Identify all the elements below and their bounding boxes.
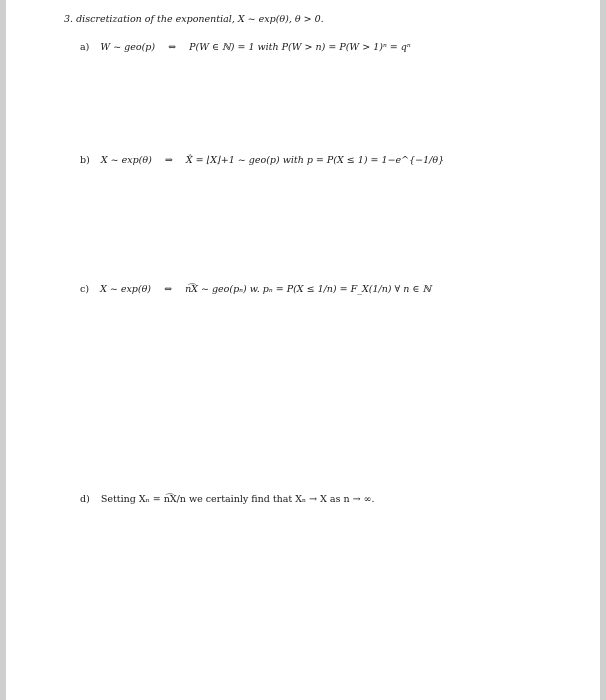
implication-arrow-icon: ⇒ <box>164 155 173 166</box>
equivalence-arrow-icon: ⇔ <box>164 284 173 295</box>
item-left-expression: W ~ geo(p) <box>100 42 156 53</box>
problem-title: 3. discretization of the exponential, X ~ exp(θ), θ > 0. <box>64 14 324 25</box>
item-label: a) <box>80 42 90 53</box>
document-page <box>6 0 600 700</box>
item-a <box>80 42 421 53</box>
equivalence-arrow-icon: ⇔ <box>168 42 177 53</box>
item-right-expression: n͡X ~ geo(pₙ) w. pₙ = P(X ≤ 1/n) = F_X(1/n) ∀ n ∈ ℕ <box>185 284 432 295</box>
item-d <box>80 494 385 505</box>
page-right-border <box>600 0 606 700</box>
item-label: c) <box>80 284 90 295</box>
item-statement: Setting Xₙ = n͡X/n we certainly find that Xₙ → X as n → ∞. <box>100 494 375 505</box>
item-left-expression: X ~ exp(θ) <box>100 284 152 295</box>
item-label: b) <box>80 155 90 166</box>
item-b <box>80 155 454 166</box>
item-right-expression: P(W ∈ ℕ) = 1 with P(W > n) = P(W > 1)ⁿ = qⁿ <box>189 42 411 53</box>
item-left-expression: X ~ exp(θ) <box>100 155 152 166</box>
item-c <box>80 284 441 295</box>
item-label: d) <box>80 494 90 505</box>
item-right-expression: X̂ = ⌊X⌋+1 ~ geo(p) with p = P(X ≤ 1) = 1−e^{−1/θ} <box>185 155 445 166</box>
